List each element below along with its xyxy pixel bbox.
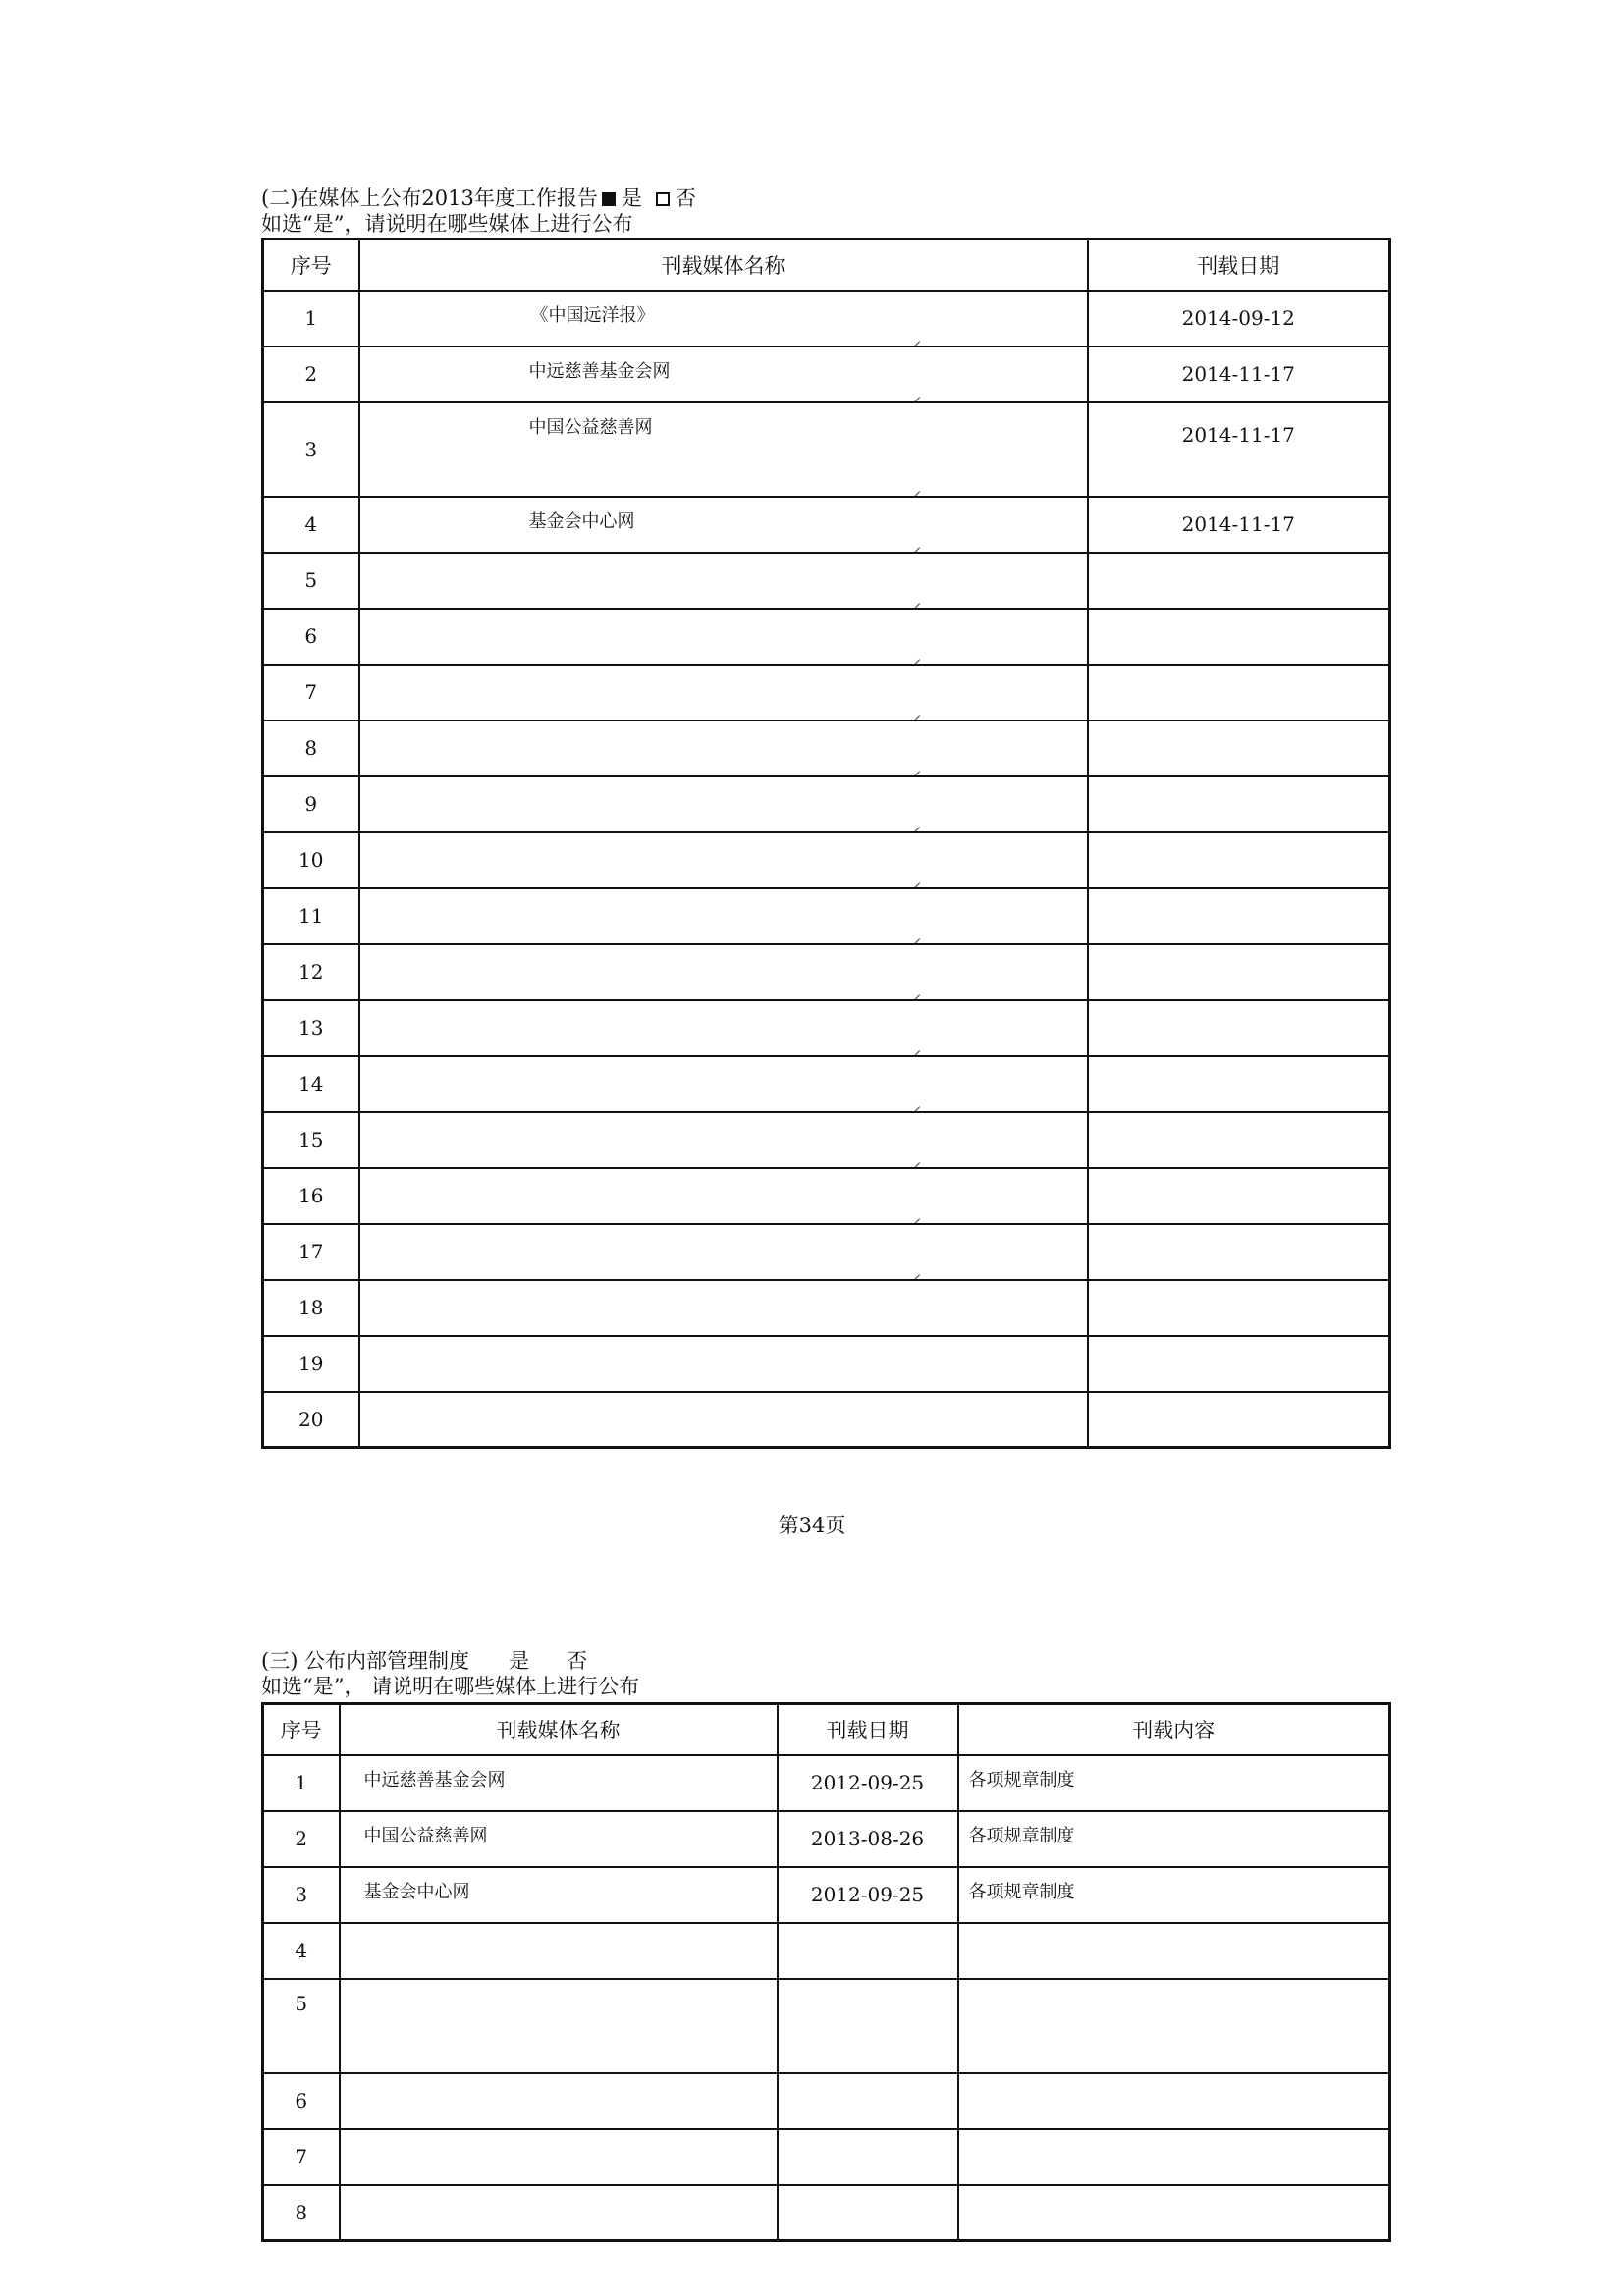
row-media-cell[interactable] xyxy=(359,1392,1088,1448)
row-seq: 6 xyxy=(263,2073,340,2129)
table-row xyxy=(263,609,1390,665)
row-media-cell[interactable] xyxy=(359,1280,1088,1336)
row-media-name: 中国公益慈善网 xyxy=(363,1825,488,1846)
col-header-seq: 序号 xyxy=(263,240,359,291)
row-date xyxy=(1088,553,1390,609)
row-content-cell[interactable] xyxy=(958,1923,1390,1979)
resize-handle-icon[interactable] xyxy=(908,1207,920,1219)
yes-label: 是 xyxy=(621,187,642,210)
row-seq: 16 xyxy=(263,1168,359,1224)
col-header-media: 刊载媒体名称 xyxy=(340,1704,778,1755)
row-media-cell[interactable] xyxy=(340,1755,778,1811)
row-date xyxy=(1088,1000,1390,1056)
row-media-cell[interactable] xyxy=(340,2073,778,2129)
row-media-cell[interactable] xyxy=(359,1224,1088,1280)
row-media-cell[interactable] xyxy=(340,1923,778,1979)
row-seq: 5 xyxy=(263,1979,340,2073)
table-row xyxy=(263,888,1390,944)
row-media-cell[interactable] xyxy=(340,2185,778,2241)
table-row xyxy=(263,1112,1390,1168)
row-content-cell[interactable] xyxy=(958,1979,1390,2073)
row-media-name: 基金会中心网 xyxy=(363,1881,470,1902)
row-date xyxy=(1088,944,1390,1000)
section3-heading-line xyxy=(261,1649,587,1673)
row-seq: 3 xyxy=(263,402,359,497)
table-row xyxy=(263,291,1390,347)
s3-no-label: 否 xyxy=(567,1649,588,1673)
table-row xyxy=(263,776,1390,832)
table-row xyxy=(263,721,1390,776)
row-media-name: 中远慈善基金会网 xyxy=(528,360,671,382)
row-seq: 7 xyxy=(263,2129,340,2185)
row-media-cell[interactable] xyxy=(359,1000,1088,1056)
row-seq: 4 xyxy=(263,497,359,553)
no-label: 否 xyxy=(675,187,696,210)
row-seq: 18 xyxy=(263,1280,359,1336)
row-seq: 8 xyxy=(263,721,359,776)
row-date: 2014-11-17 xyxy=(1088,497,1390,553)
row-seq: 2 xyxy=(263,347,359,402)
row-date xyxy=(778,2185,958,2241)
row-seq: 1 xyxy=(263,1755,340,1811)
row-media-cell[interactable] xyxy=(340,1811,778,1867)
table-row xyxy=(263,1336,1390,1392)
row-seq: 4 xyxy=(263,1923,340,1979)
row-seq: 12 xyxy=(263,944,359,1000)
resize-handle-icon[interactable] xyxy=(908,330,920,342)
table-row xyxy=(263,1056,1390,1112)
resize-handle-icon[interactable] xyxy=(908,1263,920,1275)
table-row xyxy=(263,1867,1390,1923)
row-date: 2014-11-17 xyxy=(1088,402,1390,497)
col-header-date: 刊载日期 xyxy=(778,1704,958,1755)
col-header-media: 刊载媒体名称 xyxy=(359,240,1088,291)
yes-checkbox[interactable] xyxy=(602,192,616,206)
table-row xyxy=(263,1979,1390,2073)
section2-instruction: 如选“是”，请说明在哪些媒体上进行公布 xyxy=(261,212,633,236)
row-date xyxy=(778,1979,958,2073)
resize-handle-icon[interactable] xyxy=(908,480,920,492)
table-row xyxy=(263,1392,1390,1448)
row-date: 2012-09-25 xyxy=(778,1867,958,1923)
resize-handle-icon[interactable] xyxy=(908,536,920,548)
row-date xyxy=(1088,776,1390,832)
resize-handle-icon[interactable] xyxy=(908,872,920,883)
table-row xyxy=(263,1224,1390,1280)
row-date xyxy=(778,1923,958,1979)
row-date xyxy=(1088,665,1390,721)
row-date xyxy=(1088,1056,1390,1112)
row-media-cell[interactable] xyxy=(340,2129,778,2185)
row-seq: 2 xyxy=(263,1811,340,1867)
row-media-name: 中远慈善基金会网 xyxy=(363,1769,506,1790)
row-seq: 3 xyxy=(263,1867,340,1923)
table-row xyxy=(263,2129,1390,2185)
row-date xyxy=(1088,1112,1390,1168)
row-media-cell[interactable] xyxy=(359,347,1088,402)
row-date: 2014-11-17 xyxy=(1088,347,1390,402)
row-media-cell[interactable] xyxy=(340,1867,778,1923)
table-row xyxy=(263,1000,1390,1056)
row-content: 各项规章制度 xyxy=(968,1825,1075,1846)
page-footer: 第34页 xyxy=(778,1514,846,1537)
row-media-cell[interactable] xyxy=(359,665,1088,721)
resize-handle-icon[interactable] xyxy=(908,592,920,604)
row-media-cell[interactable] xyxy=(340,1979,778,2073)
col-header-seq: 序号 xyxy=(263,1704,340,1755)
resize-handle-icon[interactable] xyxy=(908,1151,920,1163)
row-media-cell[interactable] xyxy=(359,721,1088,776)
row-content: 各项规章制度 xyxy=(968,1881,1075,1902)
row-media-name: 《中国远洋报》 xyxy=(530,304,655,326)
row-media-cell[interactable] xyxy=(359,497,1088,553)
row-date xyxy=(1088,609,1390,665)
row-seq: 17 xyxy=(263,1224,359,1280)
row-content-cell[interactable] xyxy=(958,1867,1390,1923)
row-media-cell[interactable] xyxy=(359,1112,1088,1168)
s3-yes-label: 是 xyxy=(509,1649,530,1673)
row-media-cell[interactable] xyxy=(359,1056,1088,1112)
row-seq: 6 xyxy=(263,609,359,665)
table-row xyxy=(263,402,1390,497)
table-row xyxy=(263,665,1390,721)
section3-instruction: 如选“是”， 请说明在哪些媒体上进行公布 xyxy=(261,1675,640,1698)
row-date xyxy=(778,2073,958,2129)
row-date: 2014-09-12 xyxy=(1088,291,1390,347)
row-seq: 14 xyxy=(263,1056,359,1112)
row-content: 各项规章制度 xyxy=(968,1769,1075,1790)
resize-handle-icon[interactable] xyxy=(908,386,920,398)
row-seq: 19 xyxy=(263,1336,359,1392)
media-publication-table xyxy=(261,238,1391,1449)
resize-handle-icon[interactable] xyxy=(908,984,920,995)
row-content-cell[interactable] xyxy=(958,2073,1390,2129)
no-checkbox[interactable] xyxy=(656,192,670,206)
table-row xyxy=(263,944,1390,1000)
row-seq: 8 xyxy=(263,2185,340,2241)
col-header-date: 刊载日期 xyxy=(1088,240,1390,291)
table-row xyxy=(263,2185,1390,2241)
section2-heading: (二)在媒体上公布2013年度工作报告 xyxy=(261,187,598,210)
row-media-cell[interactable] xyxy=(359,402,1088,497)
resize-handle-icon[interactable] xyxy=(908,816,920,828)
row-media-cell[interactable] xyxy=(359,553,1088,609)
row-seq: 20 xyxy=(263,1392,359,1448)
table-row xyxy=(263,1168,1390,1224)
row-seq: 10 xyxy=(263,832,359,888)
row-media-cell[interactable] xyxy=(359,944,1088,1000)
row-media-cell[interactable] xyxy=(359,609,1088,665)
row-media-cell[interactable] xyxy=(359,832,1088,888)
row-content-cell[interactable] xyxy=(958,2129,1390,2185)
row-seq: 1 xyxy=(263,291,359,347)
row-date xyxy=(1088,888,1390,944)
table-row xyxy=(263,1811,1390,1867)
table-row xyxy=(263,347,1390,402)
row-content-cell[interactable] xyxy=(958,1755,1390,1811)
table-header-row xyxy=(263,1704,1390,1755)
table-row xyxy=(263,1280,1390,1336)
row-date xyxy=(1088,832,1390,888)
row-media-cell[interactable] xyxy=(359,1336,1088,1392)
row-seq: 5 xyxy=(263,553,359,609)
row-seq: 7 xyxy=(263,665,359,721)
row-seq: 9 xyxy=(263,776,359,832)
row-media-cell[interactable] xyxy=(359,888,1088,944)
row-date: 2013-08-26 xyxy=(778,1811,958,1867)
table-row xyxy=(263,1755,1390,1811)
table-row xyxy=(263,2073,1390,2129)
row-seq: 11 xyxy=(263,888,359,944)
row-content-cell[interactable] xyxy=(958,2185,1390,2241)
row-date xyxy=(1088,1392,1390,1448)
col-header-content: 刊载内容 xyxy=(958,1704,1390,1755)
row-media-name: 基金会中心网 xyxy=(528,510,635,532)
row-date xyxy=(1088,721,1390,776)
row-content-cell[interactable] xyxy=(958,1811,1390,1867)
row-date xyxy=(1088,1224,1390,1280)
row-seq: 15 xyxy=(263,1112,359,1168)
row-date xyxy=(1088,1280,1390,1336)
resize-handle-icon[interactable] xyxy=(908,928,920,939)
row-seq: 13 xyxy=(263,1000,359,1056)
table-row xyxy=(263,1923,1390,1979)
resize-handle-icon[interactable] xyxy=(908,704,920,716)
table-row xyxy=(263,497,1390,553)
resize-handle-icon[interactable] xyxy=(908,760,920,772)
resize-handle-icon[interactable] xyxy=(908,648,920,660)
row-date: 2012-09-25 xyxy=(778,1755,958,1811)
resize-handle-icon[interactable] xyxy=(908,1095,920,1107)
table-header-row xyxy=(263,240,1390,291)
table-row xyxy=(263,832,1390,888)
row-media-name: 中国公益慈善网 xyxy=(528,416,653,438)
row-media-cell[interactable] xyxy=(359,1168,1088,1224)
resize-handle-icon[interactable] xyxy=(908,1040,920,1051)
section2-heading-line xyxy=(261,187,696,210)
internal-rules-table xyxy=(261,1702,1391,2242)
section3-heading: (三) 公布内部管理制度 xyxy=(261,1649,470,1673)
row-date xyxy=(1088,1336,1390,1392)
table-row xyxy=(263,553,1390,609)
row-media-cell[interactable] xyxy=(359,776,1088,832)
row-date xyxy=(778,2129,958,2185)
row-date xyxy=(1088,1168,1390,1224)
row-media-cell[interactable] xyxy=(359,291,1088,347)
